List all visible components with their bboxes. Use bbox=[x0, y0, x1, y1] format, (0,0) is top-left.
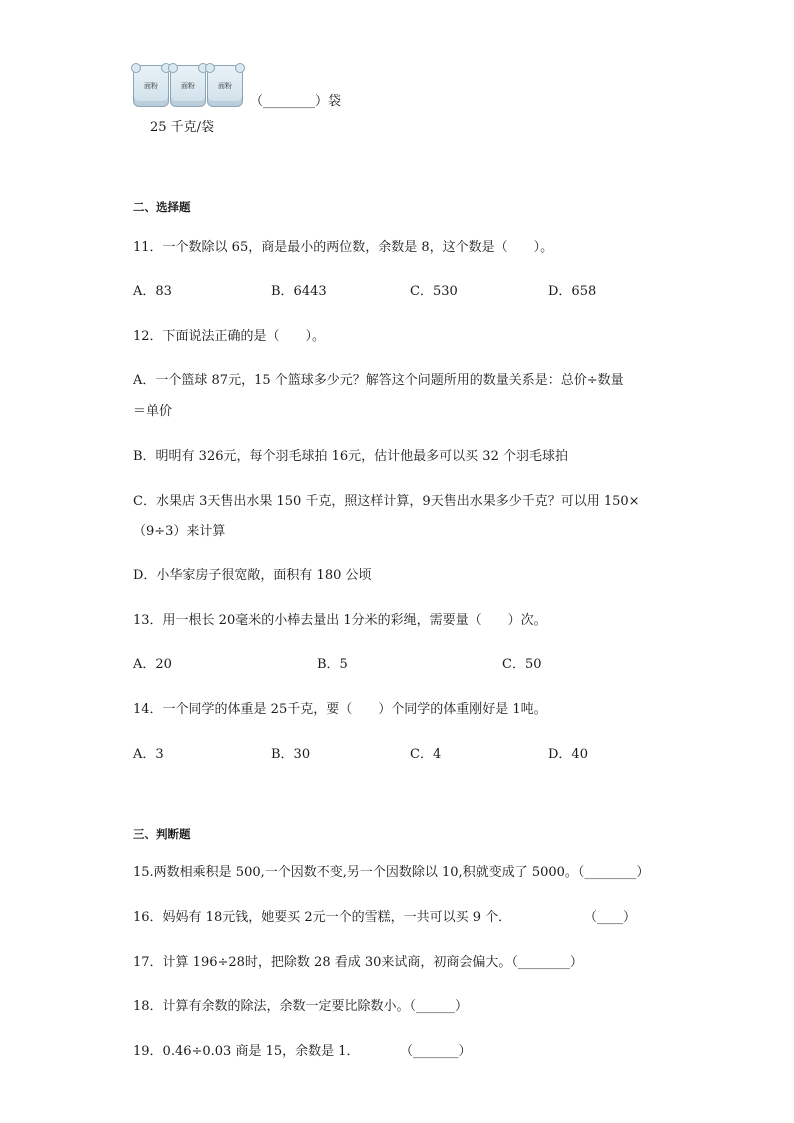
question-16: 16．妈妈有 18元钱，她要买 2元一个的雪糕，一共可以买 9 个． bbox=[133, 910, 512, 925]
q14-option-c: C．4 bbox=[410, 747, 442, 762]
q19-answer-blank: （_______） bbox=[400, 1044, 472, 1059]
q13-option-c: C．50 bbox=[502, 657, 542, 672]
section-heading-choice: 二、选择题 bbox=[133, 200, 191, 214]
q12-option-b: B．明明有 326元，每个羽毛球拍 16元，估计他最多可以买 32 个羽毛球拍 bbox=[133, 449, 568, 464]
flour-bag-icon bbox=[170, 65, 206, 107]
bag-label: 面粉 bbox=[218, 82, 232, 90]
q14-option-a: A．3 bbox=[133, 747, 164, 762]
flour-bag-icon bbox=[133, 65, 169, 107]
q14-option-b: B．30 bbox=[271, 747, 311, 762]
q14-option-d: D．40 bbox=[548, 747, 588, 762]
question-14: 14．一个同学的体重是 25千克，要（ ）个同学的体重刚好是 1吨。 bbox=[133, 702, 547, 717]
bag-answer-blank: （________）袋 bbox=[250, 94, 342, 109]
q13-option-a: A．20 bbox=[133, 657, 172, 672]
section-heading-judge: 三、判断题 bbox=[133, 827, 191, 841]
q11-option-c: C．530 bbox=[410, 284, 458, 299]
q12-option-a-line1: A．一个篮球 87元，15 个篮球多少元？解答这个问题所用的数量关系是：总价÷数量 bbox=[133, 373, 624, 388]
question-11: 11．一个数除以 65，商是最小的两位数，余数是 8，这个数是（ ）。 bbox=[133, 240, 554, 255]
q12-option-d: D．小华家房子很宽敞，面积有 180 公顷 bbox=[133, 568, 372, 583]
question-12: 12．下面说法正确的是（ ）。 bbox=[133, 329, 326, 344]
flour-bag-icon bbox=[207, 65, 243, 107]
question-18: 18．计算有余数的除法，余数一定要比除数小。（______） bbox=[133, 999, 469, 1014]
question-13: 13．用一根长 20毫米的小棒去量出 1分米的彩绳，需要量（ ）次。 bbox=[133, 613, 547, 628]
q12-option-c-line2: （9÷3）来计算 bbox=[133, 524, 226, 539]
q12-option-c-line1: C．水果店 3天售出水果 150 千克，照这样计算，9天售出水果多少千克？可以用 150× bbox=[133, 494, 640, 509]
question-19: 19．0.46÷0.03 商是 15，余数是 1． bbox=[133, 1044, 360, 1059]
bag-label: 面粉 bbox=[144, 82, 158, 90]
question-15: 15.两数相乘积是 500,一个因数不变,另一个因数除以 10,积就变成了 5000。（________） bbox=[133, 865, 650, 880]
bag-label: 面粉 bbox=[181, 82, 195, 90]
question-17: 17．计算 196÷28时，把除数 28 看成 30来试商，初商会偏大。（________） bbox=[133, 955, 583, 970]
q13-option-b: B．5 bbox=[317, 657, 348, 672]
q16-answer-blank: （____） bbox=[584, 910, 637, 925]
bag-weight-label: 25 千克/袋 bbox=[150, 120, 215, 135]
q12-option-a-line2: ＝单价 bbox=[133, 404, 173, 419]
q11-option-d: D．658 bbox=[548, 284, 597, 299]
q11-option-b: B．6443 bbox=[271, 284, 327, 299]
q11-option-a: A．83 bbox=[133, 284, 172, 299]
